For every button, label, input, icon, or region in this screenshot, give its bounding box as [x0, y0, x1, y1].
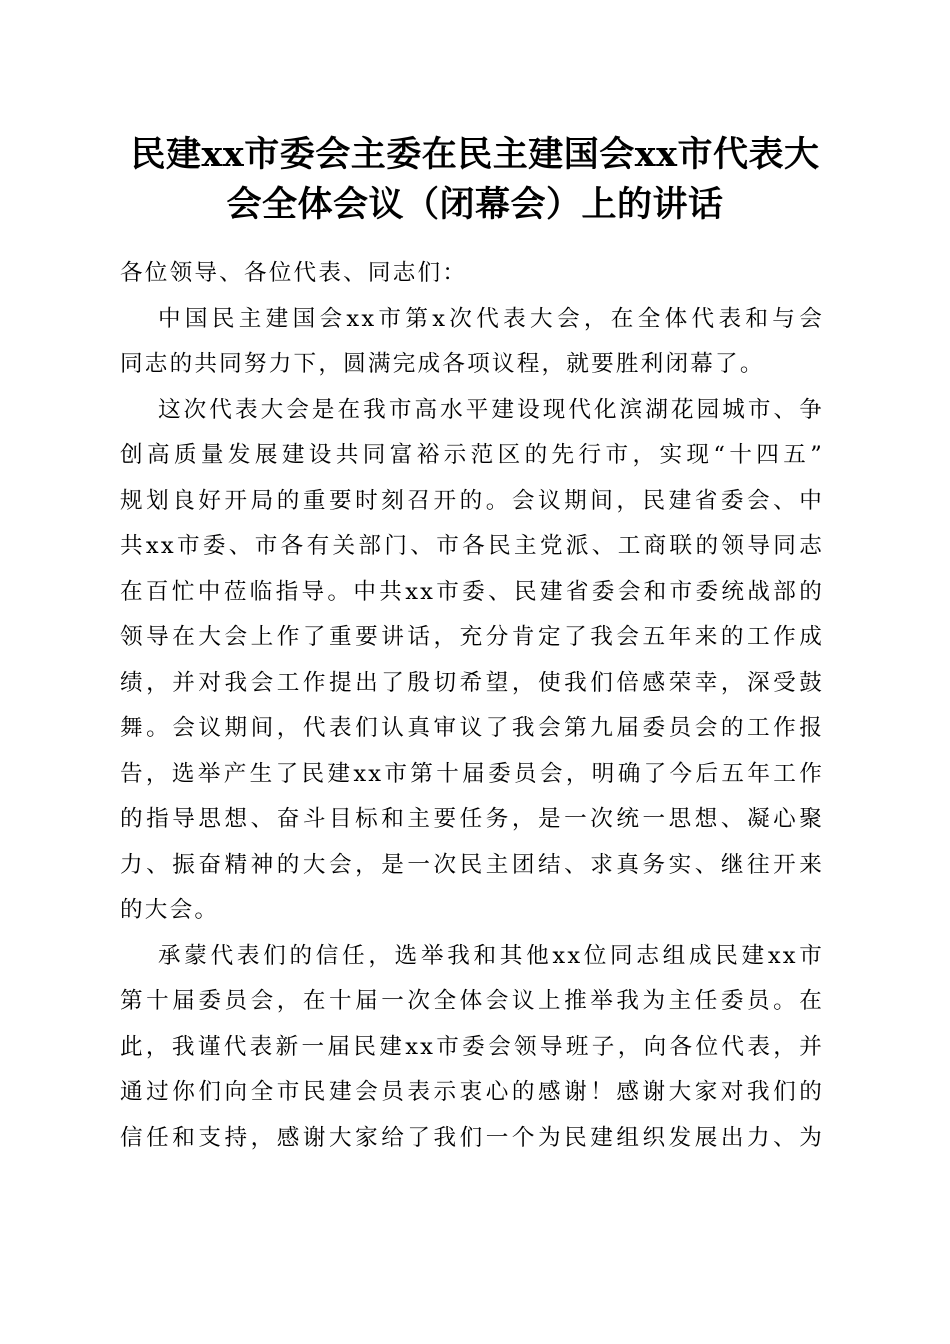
text-line: 第十届委员会，在十届一次全体会议上推举我为主任委员。在 — [120, 988, 824, 1014]
text-line: 信任和支持，感谢大家给了我们一个为民建组织发展出力、为 — [120, 1124, 824, 1151]
text-line: 告，选举产生了民建xx市第十届委员会，明确了今后五年工作 — [120, 760, 824, 787]
text-line: 创高质量发展建设共同富裕示范区的先行市，实现“十四五” — [120, 442, 824, 468]
text-line: 中国民主建国会xx市第x次代表大会，在全体代表和与会 — [158, 305, 824, 332]
salutation — [120, 251, 824, 297]
text-line: 通过你们向全市民建会员表示衷心的感谢！感谢大家对我们的 — [120, 1079, 824, 1105]
title-line: 民建xx市委会主委在民主建国会xx市代表大 — [130, 134, 820, 175]
text-line: 承蒙代表们的信任，选举我和其他xx位同志组成民建xx市 — [158, 942, 824, 969]
text-line: 的大会。 — [120, 897, 220, 923]
text-line: 的指导思想、奋斗目标和主要任务，是一次统一思想、凝心聚 — [120, 806, 824, 832]
text-line: 规划良好开局的重要时刻召开的。会议期间，民建省委会、中 — [120, 487, 824, 514]
text-line: 各位领导、各位代表、同志们： — [120, 260, 468, 286]
title-line: 会全体会议（闭幕会）上的讲话 — [226, 184, 724, 225]
text-line: 领导在大会上作了重要讲话，充分肯定了我会五年来的工作成 — [120, 624, 824, 650]
text-line: 同志的共同努力下，圆满完成各项议程，就要胜利闭幕了。 — [120, 351, 765, 377]
paragraph-1 — [120, 297, 824, 388]
text-line: 这次代表大会是在我市高水平建设现代化滨湖花园城市、争 — [158, 396, 824, 423]
text-line: 此，我谨代表新一届民建xx市委会领导班子，向各位代表，并 — [120, 1033, 824, 1060]
document-title — [110, 130, 840, 230]
paragraph-2 — [120, 388, 824, 934]
text-line: 绩，并对我会工作提出了殷切希望，使我们倍感荣幸，深受鼓 — [120, 669, 824, 696]
text-line: 在百忙中莅临指导。中共xx市委、民建省委会和市委统战部的 — [120, 578, 824, 605]
text-line: 舞。会议期间，代表们认真审议了我会第九届委员会的工作报 — [120, 715, 824, 741]
text-line: 共xx市委、市各有关部门、市各民主党派、工商联的领导同志 — [120, 533, 824, 559]
paragraph-3 — [120, 934, 824, 1162]
document-body — [120, 251, 824, 1161]
text-line: 力、振奋精神的大会，是一次民主团结、求真务实、继往开来 — [120, 851, 824, 878]
